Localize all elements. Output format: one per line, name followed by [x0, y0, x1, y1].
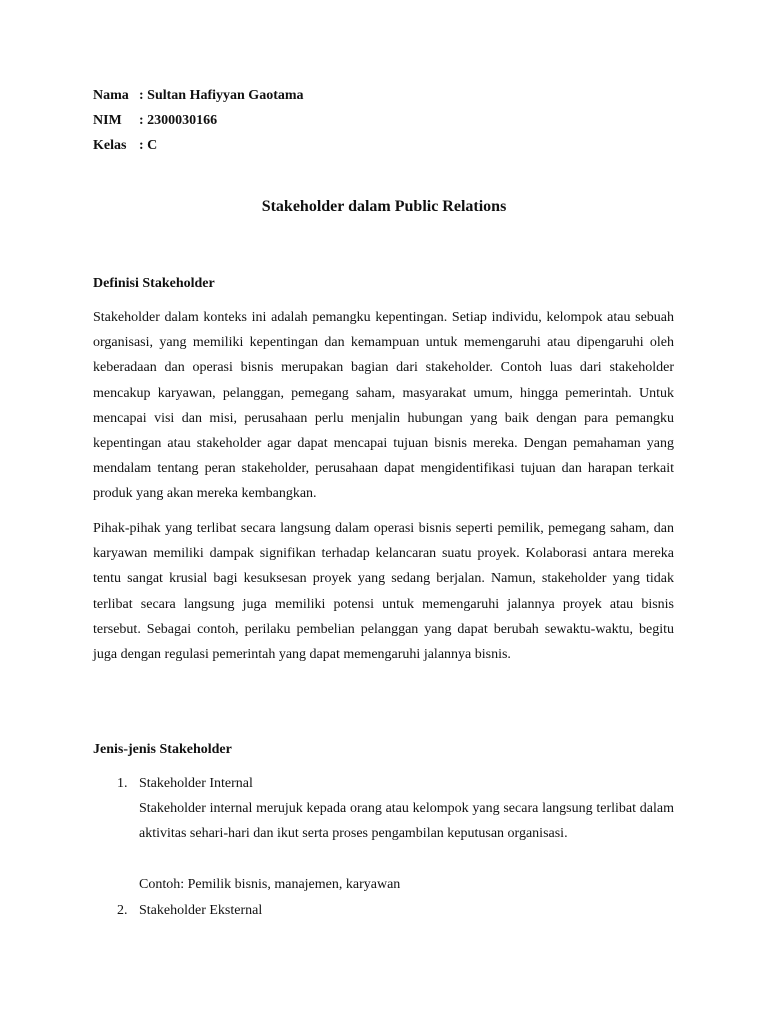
identity-name-row	[93, 89, 304, 103]
definition-paragraph-1: Stakeholder dalam konteks ini adalah pemangku kepentingan. Setiap individu, kelompok atau sebuah organisasi, yang memiliki kepentingan dan kemampuan untuk memengaruhi atau dipengaruhi oleh keberadaan dan operasi bisnis merupakan bagian dari stakeholder. Contoh luas dari stakeholder mencakup karyawan, pelanggan, pemegang saham, masyarakat umum, hingga pemerintah. Untuk mencapai visi dan misi, perusahaan perlu menjalin hubungan yang baik dengan para pemangku kepentingan atau stakeholder agar dapat mencapai tujuan bisnis mereka. Dengan pemahaman yang mendalam tentang peran stakeholder, perusahaan dapat mengidentifikasi tujuan dan harapan terkait produk yang akan mereka kembangkan.	[93, 310, 674, 502]
identity-nim-row	[93, 114, 217, 128]
class-label: Kelas	[93, 138, 127, 153]
document-title: Stakeholder dalam Public Relations	[261, 198, 507, 215]
internal-example: Contoh: Pemilik bisnis, manajemen, karyawan	[139, 877, 401, 892]
internal-description: Stakeholder internal merujuk kepada orang atau kelompok yang secara langsung terlibat dalam aktivitas sehari-hari dan ikut serta proses pengambilan keputusan organisasi.	[139, 801, 674, 842]
nim-value: : 2300030166	[139, 113, 218, 128]
list-item-title: Stakeholder Eksternal	[139, 903, 263, 918]
section-heading-definition: Definisi Stakeholder	[93, 276, 215, 291]
nim-label: NIM	[93, 113, 122, 128]
section-heading-types: Jenis-jenis Stakeholder	[93, 742, 232, 757]
name-label: Nama	[93, 88, 129, 103]
name-value: : Sultan Hafiyyan Gaotama	[139, 88, 304, 103]
definition-paragraph-2: Pihak-pihak yang terlibat secara langsung dalam operasi bisnis seperti pemilik, pemegang saham, dan karyawan memiliki dampak signifikan terhadap kelancaran suatu proyek. Kolaborasi antara mereka tentu sangat krusial bagi kesuksesan proyek yang sedang berjalan. Namun, stakeholder yang tidak terlibat secara langsung juga memiliki potensi untuk memengaruhi jalannya proyek atau bisnis tersebut. Sebagai contoh, perilaku pembelian pelanggan yang dapat berubah sewaktu-waktu, begitu juga dengan regulasi pemerintah yang dapat memengaruhi jalannya bisnis.	[93, 521, 674, 663]
list-number: 2.	[117, 903, 128, 918]
list-item-title: Stakeholder Internal	[139, 776, 253, 791]
list-number: 1.	[117, 776, 128, 791]
identity-class-row	[93, 139, 157, 153]
class-value: : C	[139, 138, 158, 153]
